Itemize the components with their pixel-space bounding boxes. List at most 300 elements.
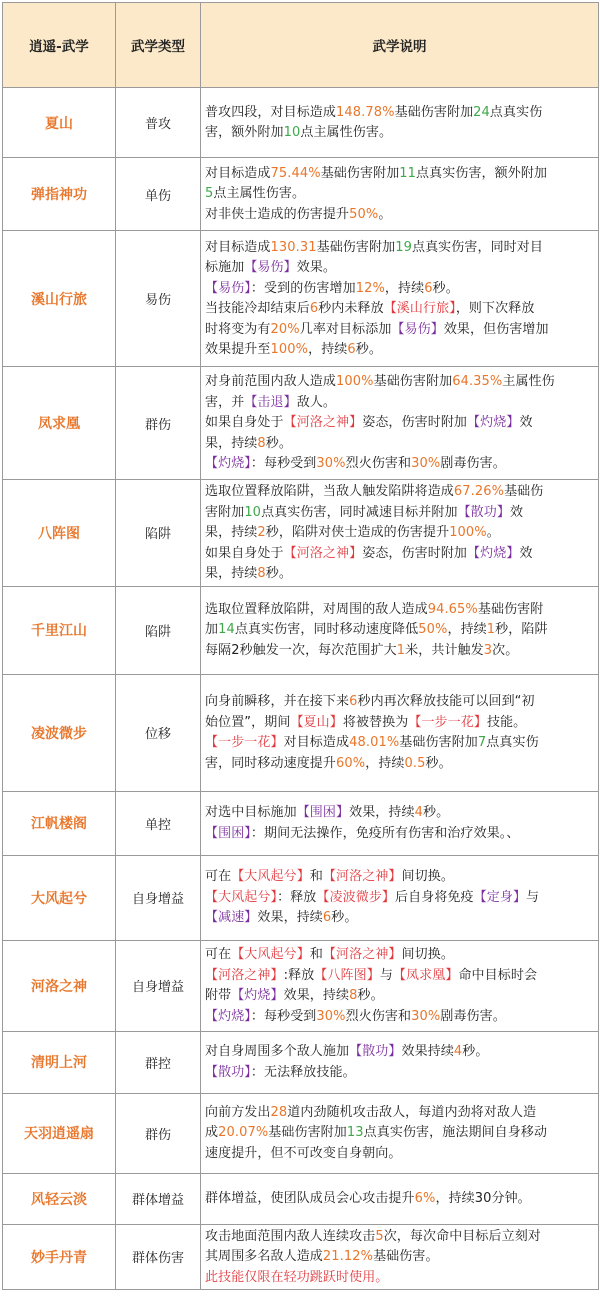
description-segment: 28 bbox=[270, 1104, 288, 1120]
description-segment: 75.44% bbox=[270, 165, 321, 181]
skill-description bbox=[201, 674, 599, 791]
skill-description bbox=[201, 855, 599, 940]
description-segment: 点真实伤害，施法期间自身移动 bbox=[363, 1125, 548, 1141]
description-segment: 后自身将免疫 bbox=[395, 889, 474, 905]
description-segment: 点主属性伤害。 bbox=[300, 125, 393, 140]
description-line bbox=[205, 600, 595, 621]
description-segment: 点真实伤害，额外附加 bbox=[416, 165, 548, 181]
description-segment: 【易伤】 bbox=[205, 280, 251, 296]
description-segment: 秒，陷阱对侠士造成的伤害提升 bbox=[265, 525, 450, 540]
description-segment: 其周围多名敌人造成 bbox=[205, 1249, 323, 1264]
description-segment: 30% bbox=[411, 456, 441, 472]
description-segment: 对目标造成 bbox=[283, 735, 350, 750]
description-segment: 成 bbox=[205, 1125, 219, 1141]
description-segment: 效果持续 bbox=[401, 1044, 454, 1059]
skill-description bbox=[201, 791, 599, 855]
table-row bbox=[3, 1224, 599, 1290]
skill-type: 陷阱 bbox=[116, 480, 201, 587]
description-line bbox=[205, 299, 595, 320]
description-segment: 对身前范围内敌人造成 bbox=[205, 374, 337, 390]
description-segment: 标施加 bbox=[205, 260, 245, 275]
description-segment: 基础伤害附加 bbox=[373, 374, 453, 390]
skill-name: 清明上河 bbox=[3, 1031, 116, 1093]
description-segment: 选取位置释放陷阱，当敌人触发陷阱将造成 bbox=[205, 484, 454, 499]
description-line bbox=[205, 1189, 595, 1210]
skill-description bbox=[201, 1031, 599, 1093]
description-segment: 秒内未释放 bbox=[318, 301, 384, 316]
description-segment: 向身前瞬移，并在接下来 bbox=[205, 694, 350, 709]
description-segment: 秒。 bbox=[265, 435, 292, 451]
skill-name: 凤求凰 bbox=[3, 367, 116, 480]
description-segment: 【一步一花】 bbox=[408, 714, 487, 730]
skill-type: 位移 bbox=[116, 674, 201, 791]
description-line bbox=[205, 123, 595, 144]
description-segment: 基础伤 bbox=[504, 484, 544, 499]
description-segment: 烈火伤害和 bbox=[345, 456, 412, 472]
description-segment: 次。 bbox=[492, 642, 519, 658]
description-segment: 点真实伤害，同时对目 bbox=[411, 239, 543, 255]
description-segment: 50% bbox=[418, 622, 448, 638]
description-segment: 【大风起兮】 bbox=[231, 869, 310, 885]
description-line bbox=[205, 888, 595, 909]
description-line bbox=[205, 824, 595, 845]
description-segment: 秒。 bbox=[462, 1044, 489, 1059]
description-segment: ：受到的伤害增加 bbox=[250, 280, 356, 296]
description-line bbox=[205, 164, 595, 185]
description-segment: 【围困】 bbox=[296, 805, 350, 820]
description-segment: 秒内再次释放技能可以回到“初 bbox=[357, 694, 535, 709]
description-segment: 【散功】 bbox=[349, 1044, 402, 1059]
description-segment: 100% bbox=[336, 374, 374, 390]
skill-description bbox=[201, 586, 599, 674]
description-segment: 8 bbox=[257, 435, 266, 451]
skill-name: 溪山行旅 bbox=[3, 231, 116, 367]
description-segment: 【灼烧】 bbox=[205, 456, 251, 472]
description-segment: 基础伤害附 bbox=[477, 601, 544, 617]
description-segment: 5 bbox=[205, 186, 214, 202]
description-segment: 害，并 bbox=[205, 394, 245, 410]
description-segment: 6 bbox=[309, 301, 319, 316]
description-segment: 6 bbox=[349, 694, 358, 709]
description-segment: 13 bbox=[346, 1125, 364, 1141]
skill-name: 妙手丹青 bbox=[3, 1224, 116, 1290]
description-segment: 效 bbox=[519, 415, 533, 431]
skill-name: 凌波微步 bbox=[3, 674, 116, 791]
description-segment: 果，持续 bbox=[205, 525, 258, 540]
description-segment: ：期间无法操作，免疫所有伤害和治疗效果。、 bbox=[250, 825, 520, 841]
description-line bbox=[205, 1144, 595, 1165]
description-segment: 害，同时移动速度提升 bbox=[205, 755, 337, 771]
description-segment: 【减速】 bbox=[205, 910, 258, 926]
description-line bbox=[205, 620, 595, 641]
header-col-name: 逍遥-武学 bbox=[3, 3, 116, 88]
description-line bbox=[205, 754, 595, 775]
description-segment: 【易伤】 bbox=[244, 260, 297, 275]
description-segment: 148.78% bbox=[336, 104, 395, 120]
description-segment: 对目标造成 bbox=[205, 239, 271, 255]
description-segment: 基础伤害附加 bbox=[320, 165, 400, 181]
description-segment: 【河洛之神】 bbox=[283, 545, 363, 561]
skill-name: 江帆楼阁 bbox=[3, 791, 116, 855]
description-segment: 敌人。 bbox=[296, 394, 337, 410]
skill-name: 大风起兮 bbox=[3, 855, 116, 940]
table-row bbox=[3, 158, 599, 231]
description-line bbox=[205, 692, 595, 713]
description-segment: 和 bbox=[309, 947, 323, 962]
skill-type: 群体增益 bbox=[116, 1173, 201, 1224]
description-segment: ：无法释放技能。 bbox=[250, 1064, 356, 1080]
description-segment: :释放 bbox=[283, 967, 315, 983]
description-segment: 时将变为有 bbox=[205, 321, 271, 337]
description-segment: 基础伤害附加 bbox=[399, 735, 478, 750]
description-segment: 20% bbox=[270, 321, 300, 337]
description-line bbox=[205, 945, 595, 966]
table-row bbox=[3, 940, 599, 1031]
description-line bbox=[205, 1123, 595, 1144]
description-segment: 对非侠士造成的伤害提升 bbox=[205, 206, 350, 222]
description-segment: 剧毒伤害。 bbox=[440, 1008, 506, 1024]
description-segment: 基础伤害附加 bbox=[316, 239, 396, 255]
description-segment: 果，持续 bbox=[205, 566, 258, 581]
skill-type: 群伤 bbox=[116, 367, 201, 480]
description-segment: 30% bbox=[411, 1008, 441, 1024]
description-segment: 群体增益，使团队成员会心攻击提升 bbox=[205, 1190, 415, 1206]
description-segment: 效果，持续 bbox=[349, 805, 415, 820]
skill-description bbox=[201, 158, 599, 231]
description-segment: 秒。 bbox=[355, 342, 382, 357]
description-segment: ，持续 bbox=[365, 755, 405, 771]
description-segment: 速度提升，但不可改变自身朝向。 bbox=[205, 1145, 402, 1161]
description-segment: 【河洛之神】 bbox=[322, 947, 402, 962]
description-line bbox=[205, 372, 595, 393]
description-segment: 效 bbox=[509, 504, 524, 520]
skill-type: 陷阱 bbox=[116, 586, 201, 674]
description-segment: 与 bbox=[526, 889, 540, 905]
description-segment: 10 bbox=[283, 125, 301, 140]
description-segment: ，持续 bbox=[308, 342, 348, 357]
description-line bbox=[205, 867, 595, 888]
description-segment: 【溪山行旅】 bbox=[383, 301, 456, 316]
table-row bbox=[3, 480, 599, 587]
description-segment: 对目标造成 bbox=[205, 165, 271, 181]
skill-type: 普攻 bbox=[116, 88, 201, 158]
description-segment: 【凤求凰】 bbox=[392, 967, 459, 983]
skill-type: 群伤 bbox=[116, 1093, 201, 1173]
skills-table bbox=[2, 2, 599, 1290]
description-segment: 秒。 bbox=[423, 805, 450, 820]
description-segment: 【击退】 bbox=[244, 394, 297, 410]
description-segment: 害附加 bbox=[205, 504, 245, 520]
description-line bbox=[205, 503, 595, 524]
description-segment: 。 bbox=[486, 525, 500, 540]
table-row bbox=[3, 88, 599, 158]
description-segment: 2 bbox=[257, 525, 266, 540]
description-segment: 【灼烧】 bbox=[205, 1008, 251, 1024]
description-segment: 【灼烧】 bbox=[231, 988, 284, 1003]
description-line bbox=[205, 641, 595, 662]
description-segment: 30% bbox=[316, 456, 346, 472]
skill-description bbox=[201, 231, 599, 367]
description-segment: 选取位置释放陷阱，对周围的敌人造成 bbox=[205, 601, 428, 617]
description-line bbox=[205, 103, 595, 124]
description-segment: 64.35% bbox=[452, 374, 503, 390]
description-segment: 【夏山】 bbox=[290, 714, 343, 730]
description-segment: 技能。 bbox=[486, 714, 527, 730]
description-segment: 剧毒伤害。 bbox=[440, 456, 506, 472]
skill-description bbox=[201, 1173, 599, 1224]
description-segment: 50% bbox=[349, 206, 379, 222]
description-segment: 基础伤害。 bbox=[373, 1249, 439, 1264]
table-row bbox=[3, 855, 599, 940]
description-segment: 19 bbox=[395, 239, 412, 255]
skill-type: 单伤 bbox=[116, 158, 201, 231]
description-segment: 【一步一花】 bbox=[205, 735, 284, 750]
description-segment: 6 bbox=[347, 342, 356, 357]
skill-type: 群控 bbox=[116, 1031, 201, 1093]
description-segment: 果，持续 bbox=[205, 435, 258, 451]
skill-type: 单控 bbox=[116, 791, 201, 855]
description-line bbox=[205, 434, 595, 455]
description-segment: 12% bbox=[355, 280, 385, 296]
description-segment: 姿态，伤害时附加 bbox=[362, 545, 468, 561]
description-segment: 21.12% bbox=[322, 1249, 374, 1264]
description-segment: ，则下次释放 bbox=[455, 301, 535, 316]
description-segment: 20.07% bbox=[218, 1125, 269, 1141]
description-segment: 8 bbox=[257, 566, 266, 581]
skill-name: 弹指神功 bbox=[3, 158, 116, 231]
description-line bbox=[205, 966, 595, 987]
header-col-description: 武学说明 bbox=[201, 3, 599, 88]
header-row bbox=[3, 3, 599, 88]
description-line bbox=[205, 523, 595, 544]
description-segment: 130.31 bbox=[270, 239, 317, 255]
description-segment: 100% bbox=[449, 525, 487, 540]
description-segment: 0.5 bbox=[404, 755, 426, 771]
description-line bbox=[205, 1227, 595, 1248]
table-row bbox=[3, 231, 599, 367]
description-segment: 和 bbox=[309, 869, 323, 885]
skill-type: 自身增益 bbox=[116, 855, 201, 940]
description-segment: 【灼烧】 bbox=[467, 415, 520, 431]
description-segment: 【定身】 bbox=[473, 889, 527, 905]
description-segment: 效果。 bbox=[296, 260, 337, 275]
description-segment: 次，每次命中目标后立刻对 bbox=[383, 1228, 541, 1244]
description-segment: 秒。 bbox=[357, 988, 384, 1003]
description-line bbox=[205, 320, 595, 341]
description-segment: ，持续 bbox=[447, 622, 487, 638]
description-line bbox=[205, 413, 595, 434]
description-segment: 效果，持续 bbox=[257, 910, 323, 926]
description-segment: 害，额外附加 bbox=[205, 125, 284, 140]
description-segment: 60% bbox=[336, 755, 366, 771]
description-segment: 【河洛之神】 bbox=[283, 415, 363, 431]
description-segment: 【大风起兮】 bbox=[231, 947, 310, 962]
description-segment: 点真实伤害，同时移动速度降低 bbox=[234, 622, 419, 638]
description-segment: 。 bbox=[378, 206, 392, 222]
description-line bbox=[205, 1268, 595, 1289]
description-line bbox=[205, 733, 595, 754]
description-segment: 14 bbox=[218, 622, 235, 638]
description-line bbox=[205, 803, 595, 824]
description-segment: 普攻四段，对目标造成 bbox=[205, 104, 337, 120]
description-segment: 点主属性伤害。 bbox=[213, 186, 306, 202]
description-segment: 每隔2秒触发一次，每次范围扩大 bbox=[205, 642, 397, 658]
description-segment: 48.01% bbox=[349, 735, 400, 750]
description-line bbox=[205, 238, 595, 259]
description-segment: 命中目标时会 bbox=[458, 967, 538, 983]
description-segment: 姿态，伤害时附加 bbox=[362, 415, 468, 431]
skill-description bbox=[201, 940, 599, 1031]
skill-description bbox=[201, 367, 599, 480]
table-row bbox=[3, 791, 599, 855]
description-segment: 秒。 bbox=[265, 566, 292, 581]
table-row bbox=[3, 1093, 599, 1173]
description-segment: 如果自身处于 bbox=[205, 415, 284, 431]
skill-description bbox=[201, 480, 599, 587]
description-segment: 【河洛之神】 bbox=[322, 869, 402, 885]
description-line bbox=[205, 393, 595, 414]
description-segment: 67.26% bbox=[453, 484, 505, 499]
table-row bbox=[3, 674, 599, 791]
skill-description bbox=[201, 1224, 599, 1290]
description-line bbox=[205, 454, 595, 475]
description-segment: ：释放 bbox=[277, 889, 317, 905]
description-line bbox=[205, 279, 595, 300]
description-segment: 【易伤】 bbox=[391, 321, 444, 337]
description-segment: 8 bbox=[349, 988, 358, 1003]
description-segment: ：每秒受到 bbox=[250, 456, 317, 472]
description-segment: 7 bbox=[477, 735, 487, 750]
description-segment: 加 bbox=[205, 622, 219, 638]
table-row bbox=[3, 1173, 599, 1224]
description-segment: 24 bbox=[473, 104, 490, 120]
description-segment: 主属性伤 bbox=[502, 374, 555, 390]
description-segment: 11 bbox=[399, 165, 417, 181]
description-line bbox=[205, 544, 595, 565]
skill-name: 河洛之神 bbox=[3, 940, 116, 1031]
description-segment: 间切换。 bbox=[401, 869, 454, 885]
skill-description bbox=[201, 88, 599, 158]
description-line bbox=[205, 713, 595, 734]
description-line bbox=[205, 205, 595, 226]
description-segment: 4 bbox=[414, 805, 423, 820]
description-segment: 1 bbox=[396, 642, 406, 658]
header-col-type: 武学类型 bbox=[116, 3, 201, 88]
skill-type: 群体伤害 bbox=[116, 1224, 201, 1290]
skill-name: 夏山 bbox=[3, 88, 116, 158]
description-segment: 【大风起兮】 bbox=[205, 889, 278, 905]
description-line bbox=[205, 184, 595, 205]
description-segment: 攻击地面范围内敌人连续攻击 bbox=[205, 1228, 376, 1244]
description-segment: 6% bbox=[414, 1190, 436, 1206]
skill-name: 风轻云淡 bbox=[3, 1173, 116, 1224]
description-segment: 效果，但伤害增加 bbox=[443, 321, 549, 337]
description-line bbox=[205, 1103, 595, 1124]
description-segment: 始位置”，期间 bbox=[205, 714, 291, 730]
skill-rows bbox=[3, 88, 599, 1290]
description-segment: 6 bbox=[424, 280, 433, 296]
description-line bbox=[205, 1007, 595, 1028]
description-segment: 点真实伤 bbox=[489, 104, 543, 120]
description-segment: 【凌波微步】 bbox=[316, 889, 396, 905]
description-segment: 可在 bbox=[205, 869, 232, 885]
description-segment: ：每秒受到 bbox=[250, 1008, 317, 1024]
skill-name: 天羽逍遥扇 bbox=[3, 1093, 116, 1173]
description-segment: 道内劲随机攻击敌人，每道内劲将对敌人造 bbox=[287, 1104, 537, 1120]
description-segment: 点真实伤害，同时减速目标并附加 bbox=[261, 504, 458, 520]
description-segment: 点真实伤 bbox=[486, 735, 539, 750]
description-segment: 【八阵图】 bbox=[314, 967, 380, 983]
description-segment: 【散功】 bbox=[457, 504, 510, 520]
description-segment: 秒。 bbox=[331, 910, 358, 926]
description-segment: 基础伤害附加 bbox=[394, 104, 474, 120]
description-segment: 【河洛之神】 bbox=[205, 967, 284, 983]
description-segment: 30% bbox=[316, 1008, 346, 1024]
description-line bbox=[205, 340, 595, 361]
description-segment: 几率对目标添加 bbox=[299, 321, 392, 337]
skill-type: 自身增益 bbox=[116, 940, 201, 1031]
table-row bbox=[3, 1031, 599, 1093]
description-segment: 100% bbox=[270, 342, 309, 357]
description-segment: ，持续30分钟。 bbox=[435, 1190, 531, 1206]
description-segment: 【灼烧】 bbox=[467, 545, 520, 561]
description-segment: 当技能冷却结束后 bbox=[205, 301, 310, 316]
description-segment: 5 bbox=[375, 1228, 384, 1244]
description-line bbox=[205, 986, 595, 1007]
description-line bbox=[205, 482, 595, 503]
description-segment: 此技能仅限在轻功跳跃时使用。 bbox=[205, 1269, 389, 1285]
description-segment: 3 bbox=[483, 642, 493, 658]
description-segment: 与 bbox=[379, 967, 393, 983]
description-line bbox=[205, 1042, 595, 1063]
description-segment: 向前方发出 bbox=[205, 1104, 271, 1120]
skill-name: 八阵图 bbox=[3, 480, 116, 587]
description-segment: 10 bbox=[244, 504, 262, 520]
skill-description bbox=[201, 1093, 599, 1173]
description-segment: 烈火伤害和 bbox=[345, 1008, 412, 1024]
description-line bbox=[205, 1063, 595, 1084]
description-segment: 4 bbox=[453, 1044, 463, 1059]
table-row bbox=[3, 586, 599, 674]
description-segment: 将被替换为 bbox=[342, 714, 409, 730]
skill-type: 易伤 bbox=[116, 231, 201, 367]
description-segment: 效果提升至 bbox=[205, 342, 271, 357]
description-segment: 米，共计触发 bbox=[405, 642, 484, 658]
description-segment: 6 bbox=[322, 910, 332, 926]
description-segment: 间切换。 bbox=[401, 947, 454, 962]
description-segment: 附带 bbox=[205, 988, 232, 1003]
description-segment: 如果自身处于 bbox=[205, 545, 284, 561]
description-segment: 基础伤害附加 bbox=[268, 1125, 347, 1141]
description-line bbox=[205, 1247, 595, 1268]
description-line bbox=[205, 258, 595, 279]
description-segment: 效果，持续 bbox=[283, 988, 350, 1003]
table-row bbox=[3, 367, 599, 480]
description-segment: 94.65% bbox=[427, 601, 478, 617]
description-segment: 对选中目标施加 bbox=[205, 805, 297, 820]
description-segment: 秒。 bbox=[432, 280, 459, 296]
description-segment: 秒。 bbox=[425, 755, 452, 771]
description-segment: 1 bbox=[486, 622, 496, 638]
description-segment: 【散功】 bbox=[205, 1064, 251, 1080]
description-segment: 【围困】 bbox=[205, 825, 251, 841]
description-segment: 效 bbox=[519, 545, 533, 561]
description-segment: 对自身周围多个敌人施加 bbox=[205, 1044, 350, 1059]
description-segment: 可在 bbox=[205, 947, 232, 962]
description-segment: 秒，陷阱 bbox=[495, 622, 548, 638]
skill-name: 千里江山 bbox=[3, 586, 116, 674]
description-line bbox=[205, 908, 595, 929]
